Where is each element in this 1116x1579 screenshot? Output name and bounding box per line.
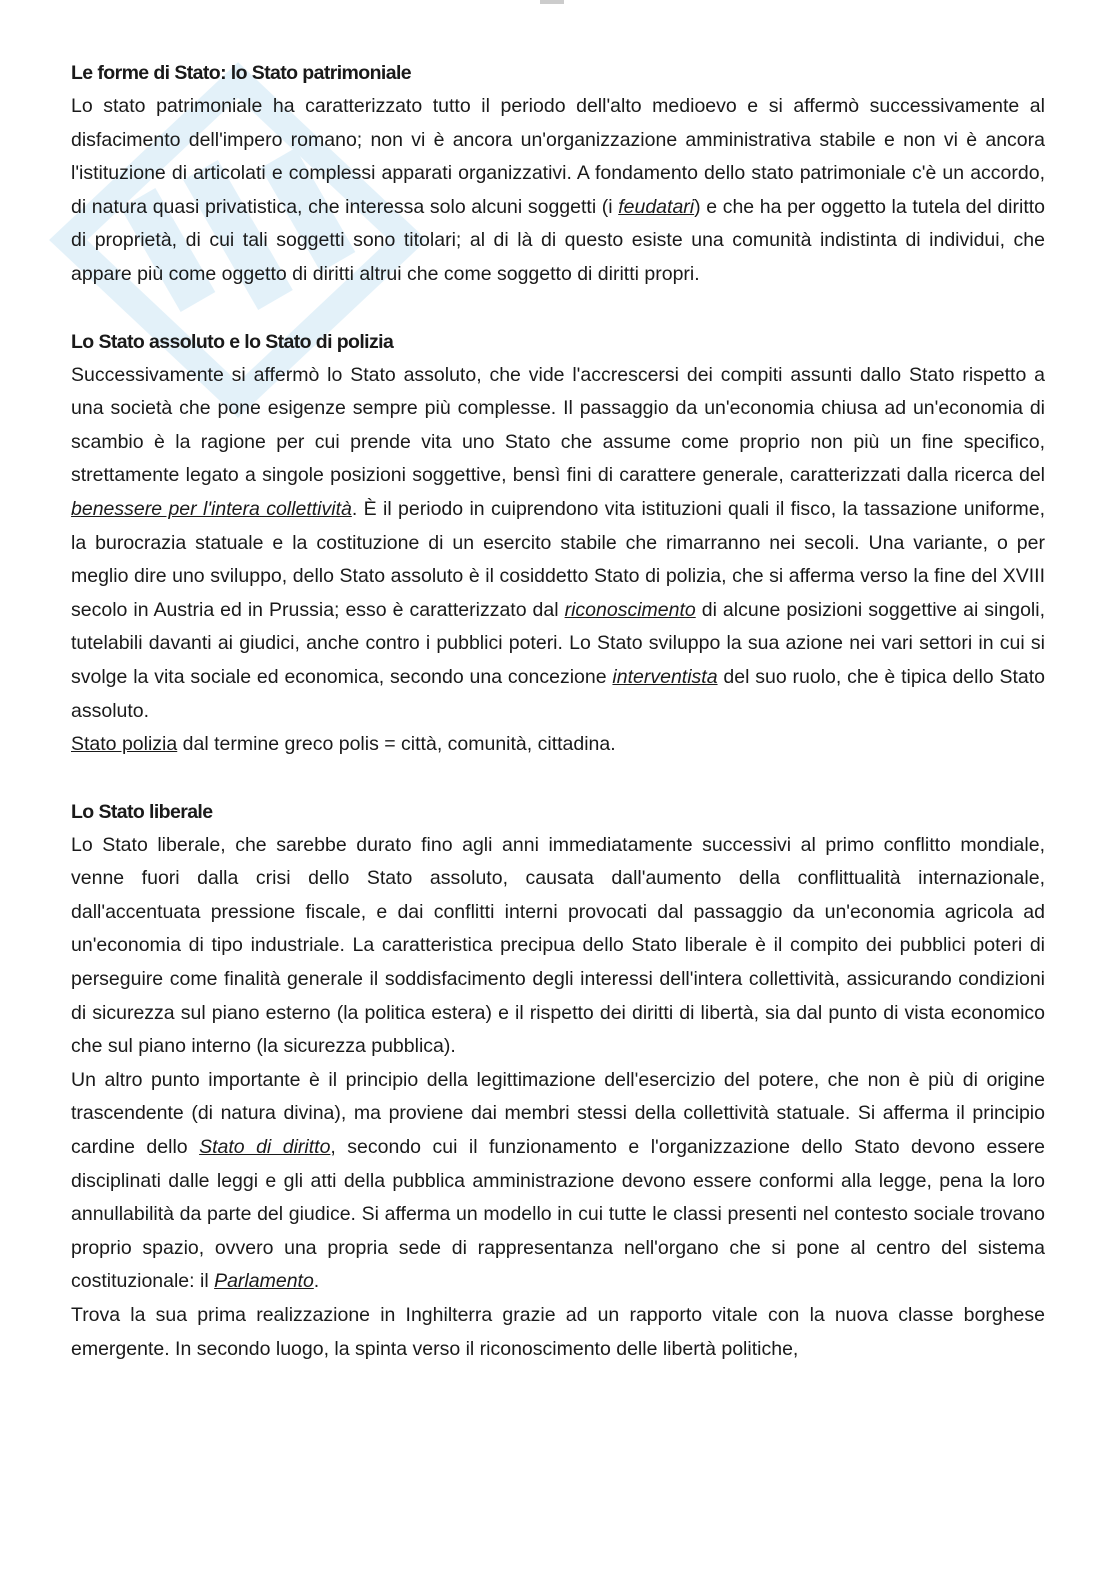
text-run: Un altro punto importante è il principio della legittimazione dell'esercizio del potere, che non è più di origine trascendente (di natura divina), ma proviene dai membri stessi della collettività statuale. Si afferma il principio cardine dello <box>71 1068 1045 1159</box>
paragraph <box>71 359 1045 729</box>
emphasized-term: Stato di diritto <box>199 1136 331 1159</box>
text-run: , secondo cui il funzionamento e l'organizzazione dello Stato devono essere disciplinati dalle leggi e gli atti della pubblica amministrazione devono essere conformi alla legge, pena la loro annullabilità da parte del giudice. Si afferma un modello in cui tutte le classi presenti nel contesto sociale trovano proprio spazio, ovvero una propria sede di rappresentanza nell'organo che si pone al centro del sistema costituzionale: il <box>71 1136 1046 1293</box>
text-run: . È il periodo in cuiprendono vita istituzioni quali il fisco, la tassazione uniforme, la burocrazia statuale e la costituzione di un esercito stabile che rimarranno nei secoli. Una variante, o per meglio dire uno sviluppo, dello Stato assoluto è il cosiddetto Stato di polizia, che si afferma verso la fine del XVIII secolo in Austria ed in Prussia; esso è caratterizzato dal <box>71 497 1045 621</box>
emphasized-term: Parlamento <box>214 1270 314 1293</box>
text-run: Trova la sua prima realizzazione in Inghilterra grazie ad un rapporto vitale con la nuova classe borghese emergente. In secondo luogo, la spinta verso il riconoscimento delle libertà politiche, <box>71 1304 1045 1360</box>
emphasized-term: Stato polizia <box>71 733 178 756</box>
text-run: . <box>313 1270 320 1293</box>
section-title: Lo Stato assoluto e lo Stato di polizia <box>71 330 394 353</box>
section-title: Le forme di Stato: lo Stato patrimoniale <box>71 62 412 84</box>
section-gap <box>71 762 1045 795</box>
emphasized-term: benessere per l'intera collettività <box>71 497 352 520</box>
paragraph <box>71 829 1045 1064</box>
text-run: Successivamente si affermò lo Stato assoluto, che vide l'accrescersi dei compiti assunti dallo Stato rispetto a una società che pone esigenze sempre più complesse. Il passaggio da un'economia chiusa ad un'economia di scambio è la ragione per cui prende vita uno Stato che assume come proprio non più un fine specifico, strettamente legato a singole posizioni soggettive, bensì fini di carattere generale, caratterizzati dalla ricerca del <box>71 363 1045 487</box>
paragraph <box>71 90 1045 292</box>
document-body <box>71 56 1045 1366</box>
text-run: di alcune posizioni soggettive ai singoli, tutelabili davanti ai giudici, anche contro i pubblici poteri. Lo Stato sviluppo la sua azione nei vari settori in cui si svolge la vita sociale ed economica, secondo una concezione <box>71 598 1046 688</box>
section-gap <box>71 292 1045 325</box>
text-run: Lo stato patrimoniale ha caratterizzato tutto il periodo dell'alto medioevo e si affermò successivamente al disfacimento dell'impero romano; non vi è ancora un'organizzazione amministrativa stabile e non vi è ancora l'istituzione di articolati e complessi apparati organizzativi. A fondamento dello stato patrimoniale c'è un accordo, di natura quasi privatistica, che interessa solo alcuni soggetti (i <box>71 95 1045 218</box>
emphasized-term: riconoscimento <box>564 598 696 621</box>
text-run: Lo Stato liberale, che sarebbe durato fino agli anni immediatamente successivi al primo conflitto mondiale, venne fuori dalla crisi dello Stato assoluto, causata dall'aumento della conflittualità internazionale, dall'accentuata pressione fiscale, e dai conflitti interni provocati dal passaggio da un'economia agricola ad un'economia di tipo industriale. La caratteristica precipua dello Stato liberale è il compito dei pubblici poteri di perseguire come finalità generale il soddisfacimento degli interessi dell'intera collettività, assicurando condizioni di sicurezza sul piano esterno (la politica estera) e il rispetto dei diritti di libertà, sia dal punto di vista economico che sul piano interno (la sicurezza pubblica). <box>71 833 1045 1058</box>
paragraph <box>71 1064 1045 1299</box>
paragraph <box>71 728 1045 762</box>
text-run: ) e che ha per oggetto la tutela del diritto di proprietà, di cui tali soggetti sono titolari; al di là di questo esiste una comunità indistinta di individui, che appare più come oggetto di diritti altrui che come soggetto di diritti propri. <box>71 195 1046 285</box>
text-run: dal termine greco polis = città, comunità, cittadina. <box>177 733 616 756</box>
text-run: del suo ruolo, che è tipica dello Stato assoluto. <box>71 665 1046 722</box>
paragraph <box>71 1299 1045 1366</box>
emphasized-term: feudatari <box>618 195 695 218</box>
section-title: Lo Stato liberale <box>71 800 213 823</box>
page-header-mark <box>540 0 564 4</box>
emphasized-term: interventista <box>612 665 718 688</box>
